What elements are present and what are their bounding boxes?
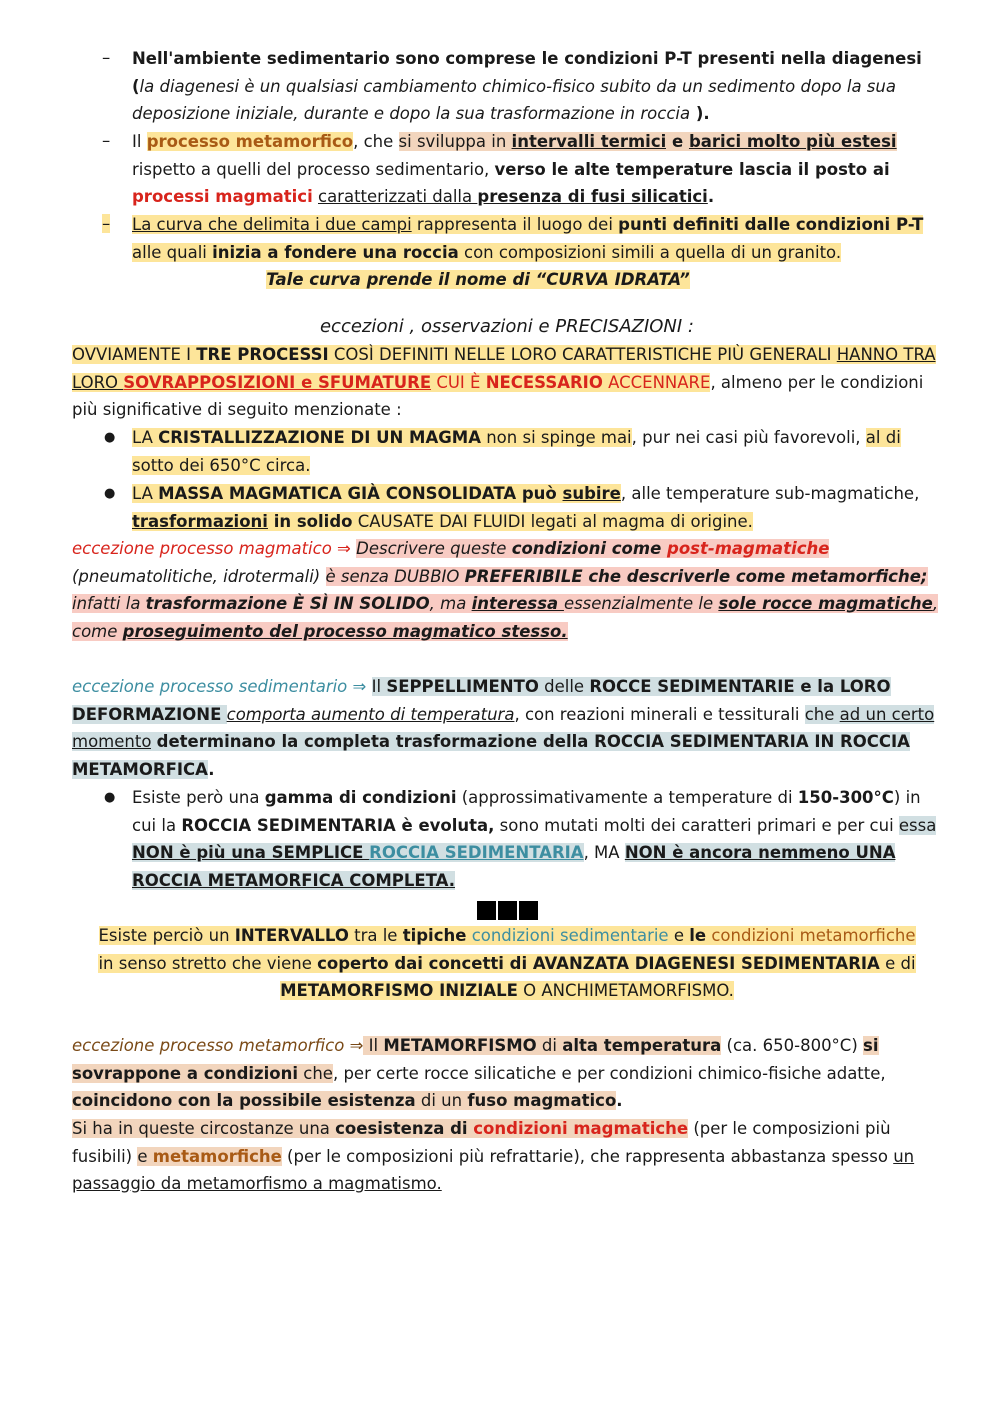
text-run: di bbox=[536, 1036, 563, 1055]
section-heading: eccezioni , osservazioni e PRECISAZIONI : bbox=[319, 316, 694, 337]
text-run: in solido bbox=[267, 511, 353, 531]
text-run: essa bbox=[898, 815, 937, 835]
text-run: TRE PROCESSI bbox=[196, 345, 329, 364]
text-run: processo metamorfico bbox=[146, 132, 354, 151]
text-run: interessa bbox=[471, 594, 564, 614]
text-run: ) in cui la bbox=[132, 788, 921, 835]
text-run: CRISTALLIZZAZIONE DI UN MAGMA bbox=[158, 428, 481, 447]
paragraph-coesistenza bbox=[72, 1115, 942, 1198]
text-run: SEPPELLIMENTO bbox=[386, 677, 539, 696]
paragraph-curva bbox=[132, 211, 944, 294]
text-run: processi magmatici bbox=[132, 187, 313, 207]
text-run: Esiste perciò un bbox=[98, 926, 235, 945]
text-run: condizioni sedimentarie bbox=[471, 926, 669, 945]
text-run: (pneumatolitiche, idrotermali) bbox=[72, 566, 326, 586]
text-run: ACCENNARE bbox=[602, 372, 711, 392]
bullet-cristallizzazione bbox=[132, 424, 944, 479]
text-run: (ca. 650-800°C) bbox=[721, 1036, 864, 1055]
text-run: 150-300°C bbox=[797, 788, 894, 807]
dash-marker: – bbox=[102, 214, 111, 233]
text-run: NON è ancora nemmeno UNA ROCCIA METAMORFICA COMPLETA. bbox=[132, 843, 896, 890]
text-run: LA bbox=[132, 428, 159, 447]
paragraph-intro bbox=[72, 341, 942, 424]
text-run: trasformazione È SÌ IN SOLIDO bbox=[145, 594, 430, 614]
text-run: , MA bbox=[583, 843, 625, 863]
paragraph-eccezione-metamorfico bbox=[72, 1032, 942, 1115]
text-run: , che bbox=[353, 132, 399, 151]
text-run: caratterizzati dalla bbox=[318, 187, 478, 207]
square-icon bbox=[477, 901, 496, 920]
square-icon bbox=[519, 901, 538, 920]
bullet-marker: ● bbox=[104, 430, 116, 445]
text-run: , per certe rocce silicatiche e per condizioni chimico-fisiche adatte, bbox=[332, 1063, 886, 1083]
text-run: le bbox=[689, 926, 707, 945]
text-run: fuso magmatico bbox=[467, 1091, 617, 1111]
text-run: MASSA MAGMATICA GIÀ CONSOLIDATA può bbox=[158, 484, 563, 503]
curva-idrata-caption: Tale curva prende il nome di “CURVA IDRATA” bbox=[266, 270, 690, 290]
text-run: ad un certo momento bbox=[72, 704, 935, 752]
text-run: barici molto più estesi bbox=[688, 132, 897, 151]
text-run: e bbox=[666, 132, 689, 151]
text-run: , con reazioni minerali e tessiturali bbox=[514, 704, 805, 724]
dash-marker: – bbox=[102, 48, 111, 67]
text-run: ). bbox=[690, 104, 710, 124]
text-run: , ma bbox=[429, 594, 472, 614]
text-run: tipiche bbox=[402, 926, 467, 945]
text-run: INTERVALLO bbox=[234, 926, 349, 945]
text-run: verso le alte temperature lascia il posto ai bbox=[494, 159, 890, 179]
paragraph-eccezione-magmatico bbox=[72, 535, 942, 645]
text-run: un passaggio da metamorfismo a magmatismo. bbox=[72, 1146, 915, 1194]
text-run: gamma di condizioni bbox=[264, 788, 457, 807]
text-run: (per le composizioni più fusibili) bbox=[72, 1119, 891, 1166]
dash-marker: – bbox=[102, 131, 111, 150]
bullet-marker: ● bbox=[104, 790, 116, 805]
text-run: CAUSATE DAI FLUIDI bbox=[352, 511, 526, 531]
text-run: Il bbox=[132, 132, 147, 151]
text-run: inizia a fondere una roccia bbox=[212, 242, 459, 262]
text-run: al di sotto dei 650°C circa. bbox=[132, 428, 901, 475]
text-run: si sviluppa in bbox=[398, 132, 512, 151]
text-run: intervalli termici bbox=[511, 132, 667, 151]
text-run: in senso stretto che viene bbox=[98, 953, 318, 973]
eccezione-label: eccezione processo sedimentario ⇒ bbox=[72, 677, 372, 696]
text-run: alle quali bbox=[132, 242, 213, 262]
text-run: determinano la completa trasformazione della ROCCIA SEDIMENTARIA IN ROCCIA METAMORFICA bbox=[72, 732, 910, 779]
text-run: Il bbox=[363, 1036, 384, 1055]
text-run: punti definiti dalle condizioni P-T bbox=[618, 215, 924, 234]
paragraph-processo-metamorfico bbox=[132, 128, 944, 211]
text-run: è senza DUBBIO bbox=[325, 566, 465, 586]
text-run: SOVRAPPOSIZIONI e SFUMATURE bbox=[123, 372, 432, 392]
text-run: essenzialmente le bbox=[563, 594, 719, 614]
bullet-marker: ● bbox=[104, 486, 116, 501]
eccezione-label: eccezione processo metamorfico ⇒ bbox=[72, 1036, 364, 1055]
text-run: la diagenesi è un qualsiasi cambiamento chimico-fisico subito da un sedimento dopo la sua deposizione iniziale, durante e dopo la sua trasformazione in roccia bbox=[132, 76, 896, 124]
text-run: rappresenta il luogo dei bbox=[411, 215, 619, 234]
text-run: NECESSARIO bbox=[485, 372, 603, 392]
text-run bbox=[466, 926, 471, 945]
text-run: infatti la bbox=[72, 594, 146, 614]
text-run: che bbox=[804, 704, 840, 724]
text-run: non si spinge mai bbox=[480, 428, 632, 447]
text-run: condizioni come bbox=[511, 539, 668, 558]
text-run: e di bbox=[879, 953, 916, 973]
text-run: . bbox=[707, 187, 715, 207]
text-run: come bbox=[72, 621, 123, 641]
text-run: coincidono con la possibile esistenza bbox=[72, 1091, 416, 1111]
text-run bbox=[151, 732, 156, 751]
text-run: trasformazioni bbox=[132, 511, 268, 531]
text-run: con composizioni simili a quella di un granito. bbox=[458, 242, 842, 262]
text-run: La curva che delimita i due campi bbox=[132, 215, 412, 234]
text-run: OVVIAMENTE I bbox=[72, 345, 197, 364]
square-icon bbox=[498, 901, 517, 920]
text-run: COSÌ DEFINITI NELLE LORO CARATTERISTICHE PIÙ GENERALI bbox=[328, 345, 837, 364]
text-run: delle bbox=[538, 677, 590, 696]
text-run: , almeno per le condizioni più significative di seguito menzionate : bbox=[72, 372, 924, 420]
paragraph-eccezione-sedimentario bbox=[72, 673, 942, 783]
text-run: , bbox=[932, 594, 939, 614]
text-run: (per le composizioni più refrattarie), che rappresenta abbastanza spesso bbox=[281, 1146, 894, 1166]
text-run: Il bbox=[371, 677, 387, 696]
text-run: PREFERIBILE che descriverle come metamorfiche; bbox=[464, 566, 928, 586]
text-run: sole rocce magmatiche bbox=[718, 594, 933, 614]
separator-squares bbox=[72, 896, 942, 924]
paragraph-diagenesi bbox=[132, 45, 944, 128]
text-run: coperto dai concetti di AVANZATA DIAGENESI SEDIMENTARIA bbox=[317, 953, 880, 973]
text-run: che bbox=[298, 1063, 333, 1083]
text-run: METAMORFISMO INIZIALE bbox=[280, 981, 518, 1001]
text-run: HANNO TRA LORO bbox=[72, 345, 936, 392]
text-run: si sovrappone a condizioni bbox=[72, 1036, 879, 1083]
text-run: METAMORFISMO bbox=[383, 1036, 537, 1055]
text-run: rispetto a quelli del processo sedimentario, bbox=[132, 159, 495, 179]
text-run: sono mutati molti dei caratteri primari e per cui bbox=[494, 815, 899, 835]
text-run: , pur nei casi più favorevoli, bbox=[631, 428, 866, 447]
text-run: presenza di fusi silicatici bbox=[477, 187, 708, 207]
text-run: subire bbox=[562, 484, 621, 503]
text-run: alta temperatura bbox=[562, 1036, 722, 1055]
text-run: proseguimento del processo magmatico stesso. bbox=[122, 621, 568, 641]
text-run: condizioni magmatiche bbox=[473, 1119, 689, 1138]
text-run: NON è più una SEMPLICE bbox=[132, 843, 370, 863]
text-run: ROCCIA SEDIMENTARIA bbox=[369, 843, 584, 863]
text-run: O ANCHIMETAMORFISMO. bbox=[517, 981, 734, 1001]
text-run: condizioni metamorfiche bbox=[711, 926, 916, 945]
text-run: LA bbox=[132, 484, 159, 503]
text-run: metamorfiche bbox=[152, 1146, 282, 1166]
text-run: CUI È bbox=[431, 372, 486, 392]
text-run: . bbox=[208, 759, 215, 779]
text-run: legati al magma di origine. bbox=[525, 511, 753, 531]
text-run: , alle temperature sub-magmatiche, bbox=[620, 484, 920, 503]
text-run: Nell'ambiente sedimentario sono comprese le condizioni P-T presenti nella diagenesi ( bbox=[132, 49, 922, 96]
text-run: di un bbox=[415, 1091, 468, 1111]
text-run: Esiste però una bbox=[132, 788, 265, 807]
text-run: comporta aumento di temperatura bbox=[226, 704, 515, 724]
text-run: coesistenza di bbox=[335, 1119, 474, 1138]
text-run: Descrivere queste bbox=[356, 539, 512, 558]
text-run: (approssimativamente a temperature di bbox=[456, 788, 798, 807]
text-run: e bbox=[137, 1146, 153, 1166]
text-run: ROCCE SEDIMENTARIE e la LORO DEFORMAZIONE bbox=[72, 677, 891, 724]
paragraph-intervallo bbox=[72, 922, 942, 1005]
text-run: tra le bbox=[348, 926, 403, 945]
text-run: ROCCIA SEDIMENTARIA è evoluta, bbox=[181, 815, 495, 835]
bullet-massa-magmatica bbox=[132, 480, 944, 535]
text-run: post-magmatiche bbox=[667, 539, 830, 558]
bullet-gamma-condizioni bbox=[132, 784, 944, 894]
eccezione-label: eccezione processo magmatico ⇒ bbox=[72, 539, 357, 558]
text-run: . bbox=[616, 1091, 623, 1111]
text-run: e bbox=[668, 926, 690, 945]
text-run: Si ha in queste circostanze una bbox=[72, 1119, 336, 1138]
